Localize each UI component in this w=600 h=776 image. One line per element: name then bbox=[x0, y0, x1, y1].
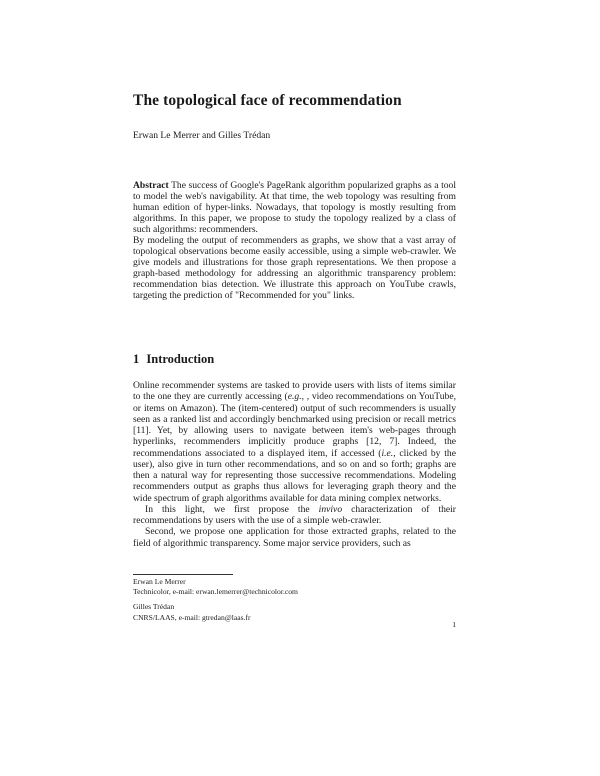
intro-p2-text-a: In this light, we first propose the bbox=[145, 503, 319, 515]
intro-paragraph-3: Second, we propose one application for those extracted graphs, related to the field of algorithmic transparency. Some major service providers, such as bbox=[133, 526, 456, 549]
intro-p2-invivo: invivo bbox=[318, 503, 343, 515]
footnote-author1-name: Erwan Le Merrer bbox=[133, 577, 186, 586]
abstract bbox=[133, 181, 456, 301]
footnote-author2-affiliation: CNRS/LAAS, e-mail: gtredan@laas.fr bbox=[133, 612, 251, 622]
introduction-body bbox=[133, 380, 456, 549]
footnote-author1-affiliation: Technicolor, e-mail: erwan.lemerrer@technicolor.com bbox=[133, 587, 298, 597]
intro-p2-text-b: characterization of their recommendations by users with the use of a simple web-crawler. bbox=[133, 503, 456, 526]
abstract-paragraph-1 bbox=[133, 181, 456, 236]
section-title: Introduction bbox=[146, 352, 215, 366]
abstract-paragraph-2: By modeling the output of recommenders as graphs, we show that a vast array of topological observations become easily accessible, using a simple web-crawler. We give models and illustrations for those graph representations. We then propose a graph-based methodology for addressing an algorithmic transparency problem: recommendation bias detection. We illustrate this approach on YouTube crawls, targeting the prediction of "Recommended for you" links. bbox=[133, 234, 456, 301]
paper-page bbox=[133, 0, 456, 776]
page-number: 1 bbox=[452, 620, 456, 629]
intro-p1-text-c: clicked by the user), also give in turn other recommendations, and so on and so forth; graphs are then a natural way for representing those successive recommendations. Modeling recommenders output as graphs thus allows for leveraging graph theory and the wide spectrum of graph algorithms available for data mining complex networks. bbox=[133, 447, 456, 504]
abstract-text-1: The success of Google's PageRank algorithm popularized graphs as a tool to model the web's navigability. At that time, the web topology was resulting from human edition of hyper-links. Nowadays, that topology is mostly resulting from algorithms. In this paper, we propose to study the topology realized by a class of such algorithms: recommenders. bbox=[133, 180, 456, 235]
author-footnotes bbox=[133, 577, 456, 623]
intro-paragraph-1 bbox=[133, 380, 456, 504]
section-heading-introduction bbox=[133, 352, 214, 367]
abstract-label: Abstract bbox=[133, 180, 169, 191]
paper-title: The topological face of recommendation bbox=[133, 92, 402, 109]
intro-p1-eg: e.g., bbox=[287, 391, 305, 403]
intro-p1-text-a: Online recommender systems are tasked to provide users with lists of items similar to the one they are currently accessing ( bbox=[133, 380, 456, 403]
footnote-author2-name: Gilles Trédan bbox=[133, 602, 175, 612]
intro-p1-ie: i.e., bbox=[381, 447, 396, 459]
section-number: 1 bbox=[133, 352, 140, 366]
intro-paragraph-2 bbox=[133, 504, 456, 527]
paper-authors: Erwan Le Merrer and Gilles Trédan bbox=[133, 130, 271, 141]
intro-p1-text-b: , video recommendations on YouTube, or items on Amazon). The (item-centered) output of such recommenders is usually seen as a ranked list and accordingly benchmarked using precision or recall metrics [11]. Yet, by allowing users to navigate between item's web-pages through hyperlinks, recommenders implicitly produce graphs [12, 7]. Indeed, the recommendations associated to a displayed item, if accessed ( bbox=[133, 391, 456, 459]
footnote-divider bbox=[133, 574, 233, 575]
